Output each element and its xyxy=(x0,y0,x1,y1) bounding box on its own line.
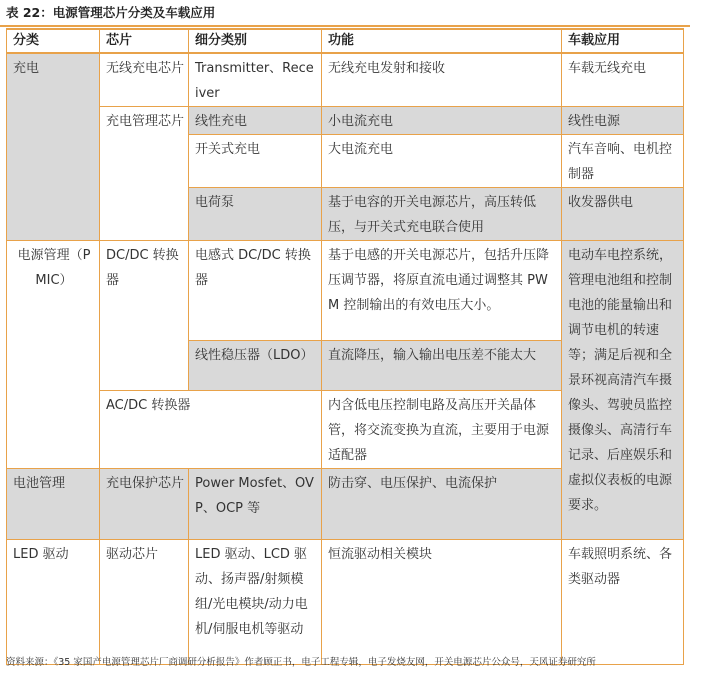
function-cell: 防击穿、电压保护、电流保护 xyxy=(322,469,562,540)
category-cell: 电源管理（PMIC） xyxy=(7,241,100,469)
header-cell: 分类 xyxy=(7,29,100,53)
application-cell: 电动车电控系统，管理电池组和控制电池的能量输出和调节电机的转速等；满足后视和全景环视高清汽车摄像头、驾驶员监控摄像头、高清行车记录、后座娱乐和虚拟仪表板的电源要求。 xyxy=(562,241,684,540)
title-rule xyxy=(0,25,690,27)
function-cell: 基于电容的开关电源芯片，高压转低压，与开关式充电联合使用 xyxy=(322,188,562,241)
function-cell: 内含低电压控制电路及高压开关晶体管，将交流变换为直流，主要用于电源适配器 xyxy=(322,391,562,469)
subcategory-cell: 开关式充电 xyxy=(189,135,322,188)
category-cell: 电池管理 xyxy=(7,469,100,540)
table-row xyxy=(7,107,684,135)
subcategory-cell: Transmitter、Receiver xyxy=(189,53,322,107)
chip-classification-table xyxy=(6,28,684,665)
subcategory-cell: Power Mosfet、OVP、OCP 等 xyxy=(189,469,322,540)
subcategory-cell: LED 驱动、LCD 驱动、扬声器/射频模组/光电模块/动力电机/伺服电机等驱动 xyxy=(189,540,322,665)
table-row xyxy=(7,241,684,341)
subcategory-cell: 线性充电 xyxy=(189,107,322,135)
chip-cell: 充电保护芯片 xyxy=(100,469,189,540)
table-row xyxy=(7,53,684,107)
application-cell: 车载无线充电 xyxy=(562,53,684,107)
subcategory-cell: 电感式 DC/DC 转换器 xyxy=(189,241,322,341)
table-row xyxy=(7,540,684,665)
chip-cell: AC/DC 转换器 xyxy=(100,391,322,469)
subcategory-cell: 线性稳压器（LDO） xyxy=(189,341,322,391)
application-cell: 线性电源 xyxy=(562,107,684,135)
category-cell: LED 驱动 xyxy=(7,540,100,665)
header-row xyxy=(7,29,684,53)
header-cell: 车载应用 xyxy=(562,29,684,53)
application-cell: 车载照明系统、各类驱动器 xyxy=(562,540,684,665)
header-cell: 功能 xyxy=(322,29,562,53)
header-cell: 细分类别 xyxy=(189,29,322,53)
table-title: 表 22：电源管理芯片分类及车载应用 xyxy=(6,5,216,20)
function-cell: 恒流驱动相关模块 xyxy=(322,540,562,665)
function-cell: 基于电感的开关电源芯片，包括升压降压调节器，将原直流电通过调整其 PWM 控制输出的有效电压大小。 xyxy=(322,241,562,341)
application-cell: 汽车音响、电机控制器 xyxy=(562,135,684,188)
function-cell: 小电流充电 xyxy=(322,107,562,135)
chip-cell: DC/DC 转换器 xyxy=(100,241,189,391)
function-cell: 直流降压，输入输出电压差不能太大 xyxy=(322,341,562,391)
header-cell: 芯片 xyxy=(100,29,189,53)
function-cell: 无线充电发射和接收 xyxy=(322,53,562,107)
chip-cell: 无线充电芯片 xyxy=(100,53,189,107)
function-cell: 大电流充电 xyxy=(322,135,562,188)
chip-cell: 驱动芯片 xyxy=(100,540,189,665)
subcategory-cell: 电荷泵 xyxy=(189,188,322,241)
application-cell: 收发器供电 xyxy=(562,188,684,241)
chip-cell: 充电管理芯片 xyxy=(100,107,189,241)
category-cell: 充电 xyxy=(7,53,100,241)
source-note: 资料来源：《35 家国产电源管理芯片厂商调研分析报告》作者顾正书，电子工程专辑，电子发烧友网，开关电源芯片公众号，天风证券研究所 xyxy=(6,657,596,668)
